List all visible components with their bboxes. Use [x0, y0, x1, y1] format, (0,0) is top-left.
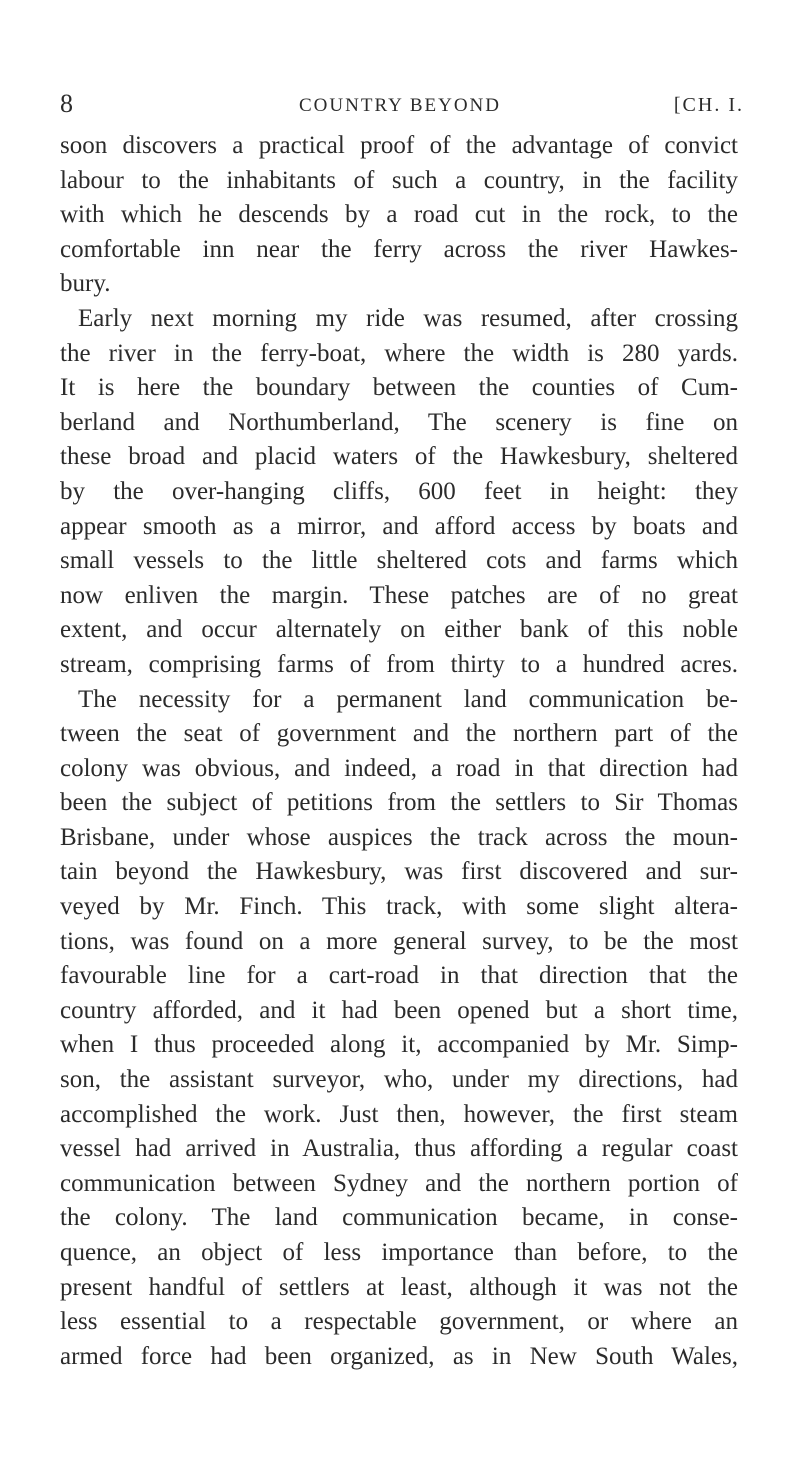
text-line: bury.	[60, 270, 111, 298]
text-line: armed force had been organized, as in New South Wales,	[60, 1342, 738, 1370]
text-line: The necessity for a permanent land communication be-	[78, 685, 738, 713]
body-text	[60, 129, 738, 1374]
text-line: tions, was found on a more general survey, to be the most	[60, 927, 738, 955]
running-title: COUNTRY BEYOND	[299, 95, 501, 116]
text-line: favourable line for a cart-road in that direction that the	[60, 962, 738, 990]
text-line: present handful of settlers at least, although it was not the	[60, 1273, 738, 1301]
text-line: It is here the boundary between the counties of Cum-	[60, 374, 738, 402]
text-line: accomplished the work. Just then, however, the first steam	[60, 1100, 738, 1128]
text-line: been the subject of petitions from the settlers to Sir Thomas	[60, 789, 738, 817]
text-line: Early next morning my ride was resumed, after crossing	[78, 304, 738, 332]
chapter-reference: [CH. I.	[673, 94, 744, 116]
text-line: son, the assistant surveyor, who, under my directions, had	[60, 1066, 738, 1094]
text-line: small vessels to the little sheltered cots and farms which	[60, 547, 738, 575]
page-number: 8	[60, 89, 73, 118]
text-line: tain beyond the Hawkesbury, was first discovered and sur-	[60, 858, 738, 886]
text-line: these broad and placid waters of the Hawkesbury, sheltered	[60, 443, 738, 471]
text-line: country afforded, and it had been opened but a short time,	[60, 996, 738, 1024]
text-line: appear smooth as a mirror, and afford access by boats and	[60, 512, 738, 540]
text-line: stream, comprising farms of from thirty to a hundred acres.	[60, 650, 738, 678]
text-line: now enliven the margin. These patches are of no great	[60, 581, 738, 609]
text-line: soon discovers a practical proof of the advantage of convict	[60, 132, 738, 159]
text-line: by the over-hanging cliffs, 600 feet in height: they	[60, 477, 738, 505]
text-line: colony was obvious, and indeed, a road in that direction had	[60, 754, 738, 782]
text-line: berland and Northumberland, The scenery is fine on	[60, 408, 738, 436]
text-line: comfortable inn near the ferry across the river Hawkes-	[60, 235, 738, 263]
text-line: labour to the inhabitants of such a country, in the facility	[60, 166, 738, 194]
text-line: when I thus proceeded along it, accompanied by Mr. Simp-	[60, 1031, 738, 1059]
text-line: less essential to a respectable government, or where an	[60, 1308, 738, 1336]
text-line: quence, an object of less importance than before, to the	[60, 1239, 738, 1266]
text-line: with which he descends by a road cut in the rock, to the	[60, 201, 738, 229]
text-line: tween the seat of government and the northern part of the	[60, 720, 738, 748]
text-line: veyed by Mr. Finch. This track, with some slight altera-	[60, 893, 738, 921]
text-line: vessel had arrived in Australia, thus affording a regular coast	[60, 1135, 738, 1163]
running-header	[60, 88, 744, 128]
text-line: Brisbane, under whose auspices the track across the moun-	[60, 823, 738, 851]
text-line: communication between Sydney and the northern portion of	[60, 1169, 738, 1197]
text-line: the colony. The land communication became, in conse-	[60, 1204, 738, 1232]
text-line: the river in the ferry-boat, where the width is 280 yards.	[60, 339, 738, 367]
text-line: extent, and occur alternately on either bank of this noble	[60, 616, 738, 644]
